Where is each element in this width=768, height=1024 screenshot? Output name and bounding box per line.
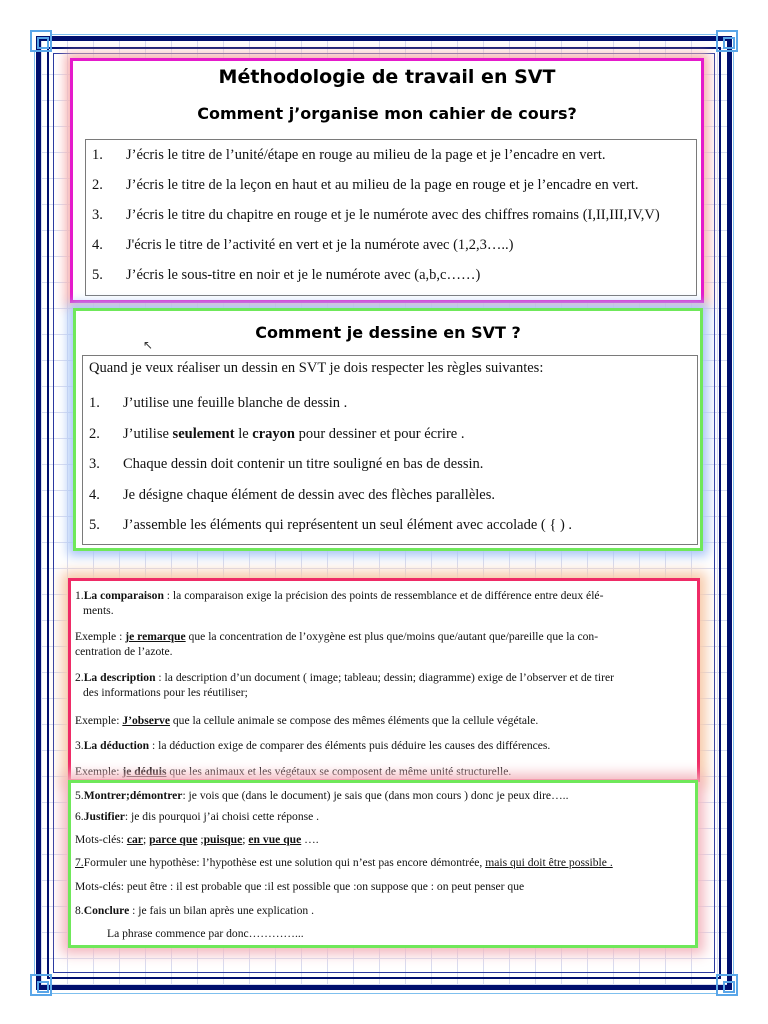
guide-line-right xyxy=(733,52,734,974)
corner-handle-top-right[interactable] xyxy=(716,30,738,52)
notebook-rules-list xyxy=(86,144,696,294)
notebook-subtitle: Comment j’organise mon cahier de cours? xyxy=(197,104,577,123)
example-paragraph: Exemple: J’observe que la cellule animale se compose des mêmes éléments que la cellule végétale. xyxy=(75,714,539,727)
corner-handle-top-left[interactable] xyxy=(30,30,52,52)
keywords-paragraph: Mots-clés: peut être : il est probable que :il est possible que :on suppose que : on peut penser que xyxy=(75,880,525,893)
montrer-paragraph: 5.Montrer;démontrer: je vois que (dans le document) je sais que (dans mon cours ) donc je peux dire….. xyxy=(75,789,569,802)
list-item: 3. Chaque dessin doit contenir un titre souligné en bas de dessin. xyxy=(89,456,484,472)
justifier-paragraph: 6.Justifier: je dis pourquoi j’ai choisi cette réponse . xyxy=(75,810,320,823)
conclure-paragraph: 8.Conclure : je fais un bilan après une explication . xyxy=(75,904,315,917)
drawing-title: Comment je dessine en SVT ? xyxy=(255,323,521,342)
list-item: 5. J’écris le sous-titre en noir et je le numérote avec (a,b,c……) xyxy=(92,267,481,283)
phrase-paragraph: La phrase commence par donc…………... xyxy=(107,927,304,940)
notebook-rules-box xyxy=(85,139,697,296)
hypothese-paragraph: 7.Formuler une hypothèse: l’hypothèse est une solution qui n’est pas encore démontrée, mais qui doit être possible . xyxy=(75,856,613,869)
drawing-rules-list xyxy=(83,392,697,545)
keywords-paragraph: Mots-clés: car; parce que ;puisque; en vue que …. xyxy=(75,833,319,846)
corner-handle-bottom-left[interactable] xyxy=(30,974,52,996)
drawing-rules-box xyxy=(82,355,698,545)
example-paragraph: Exemple : je remarque que la concentration de l’oxygène est plus que/moins que/autant que/pareille que la con- centration de l’azote. xyxy=(75,630,599,658)
drawing-intro: Quand je veux réaliser un dessin en SVT je dois respecter les règles suivantes: xyxy=(89,360,544,376)
list-item: 1. J’utilise une feuille blanche de dessin . xyxy=(89,395,348,411)
list-item: 2. J’écris le titre de la leçon en haut et au milieu de la page en rouge et je l’encadre en vert. xyxy=(92,177,639,193)
list-item: 1. J’écris le titre de l’unité/étape en rouge au milieu de la page et je l’encadre en vert. xyxy=(92,147,606,163)
list-item: 2. J’utilise seulement le crayon pour dessiner et pour écrire . xyxy=(89,425,465,442)
comparaison-paragraph: 1.La comparaison : la comparaison exige la précision des points de ressemblance et de différence entre deux élé- ments. xyxy=(75,589,604,617)
list-item: 4. J'écris le titre de l’activité en vert et je la numérote avec (1,2,3…..) xyxy=(92,237,514,253)
guide-line-left xyxy=(34,52,35,974)
drawing-box xyxy=(73,308,703,551)
guide-line-top xyxy=(52,34,716,35)
list-item: 3. J’écris le titre du chapitre en rouge et je le numérote avec des chiffres romains (I,II,III,IV,V) xyxy=(92,207,660,223)
list-item: 4. Je désigne chaque élément de dessin avec des flèches parallèles. xyxy=(89,486,496,503)
mouse-pointer-icon: ↖ xyxy=(143,338,154,352)
example-paragraph: Exemple: je déduis que les animaux et les végétaux se composent de même unité structurelle. xyxy=(75,765,512,778)
page-title: Méthodologie de travail en SVT xyxy=(218,66,556,88)
guide-line-bottom xyxy=(52,993,716,994)
skills-box xyxy=(68,578,700,782)
methodology-box xyxy=(70,58,704,303)
skills-box-2 xyxy=(68,780,698,948)
deduction-paragraph: 3.La déduction : la déduction exige de comparer des éléments puis déduire les causes des différences. xyxy=(75,739,551,752)
corner-handle-bottom-right[interactable] xyxy=(716,974,738,996)
list-item: 5. J’assemble les éléments qui représentent un seul élément avec accolade ( { ) . xyxy=(89,517,573,533)
description-paragraph: 2.La description : la description d’un document ( image; tableau; dessin; diagramme) exige de l’observer et de tirer des informations pour les réutiliser; xyxy=(75,671,614,699)
